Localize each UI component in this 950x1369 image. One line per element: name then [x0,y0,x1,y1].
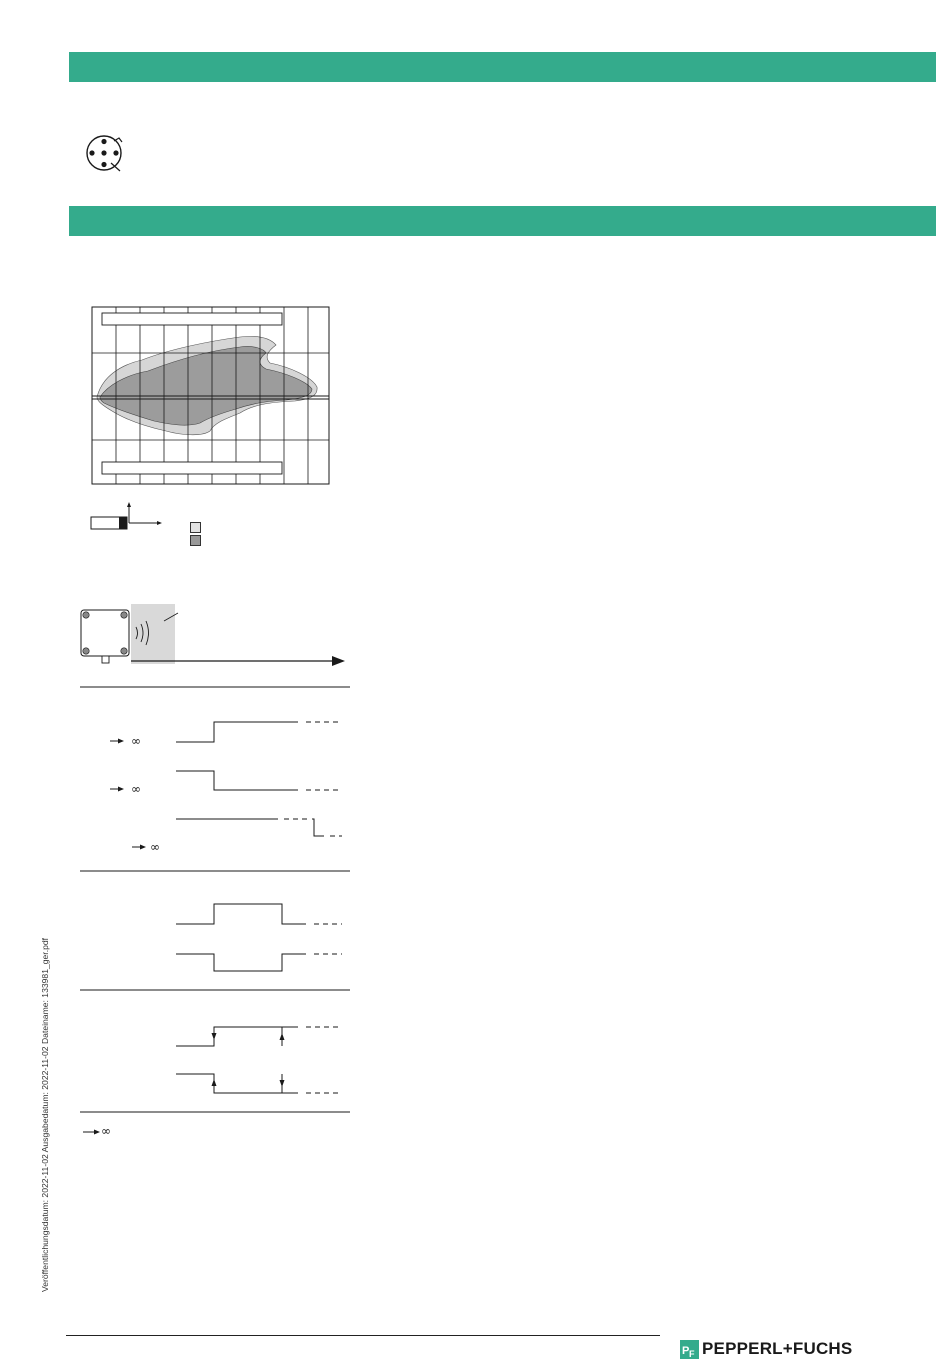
detection-zone-normal [100,346,312,425]
switching-timing-diagram [80,684,352,1116]
arrow-right-icon [82,1126,102,1138]
pf-logo-icon [680,1340,699,1359]
svg-text:F: F [689,1348,695,1359]
sensor-orientation-icon [88,500,168,536]
legend-swatch-dark [190,535,201,546]
infinity-label-2: ∞ [131,782,141,796]
legend-swatch-light [190,522,201,533]
section-header-band-2 [69,206,936,236]
detection-range-diagram [90,305,335,487]
brand-logo [680,1339,852,1359]
document-date-note: Veröffentlichungsdatum: 2022-11-02 Ausgabedatum: 2022-11-02 Dateiname: 133981_ger.pdf [40,937,50,1292]
section-header-band-1 [69,52,936,82]
svg-text:P: P [682,1344,690,1357]
sensor-zone-diagram [78,604,350,668]
infinity-label-3: ∞ [150,840,160,854]
m12-connector-icon [80,132,128,174]
infinity-label-1: ∞ [131,734,141,748]
footer-rule [66,1335,660,1336]
infinity-label-4: ∞ [101,1124,111,1138]
brand-name: PEPPERL+FUCHS [702,1339,853,1358]
